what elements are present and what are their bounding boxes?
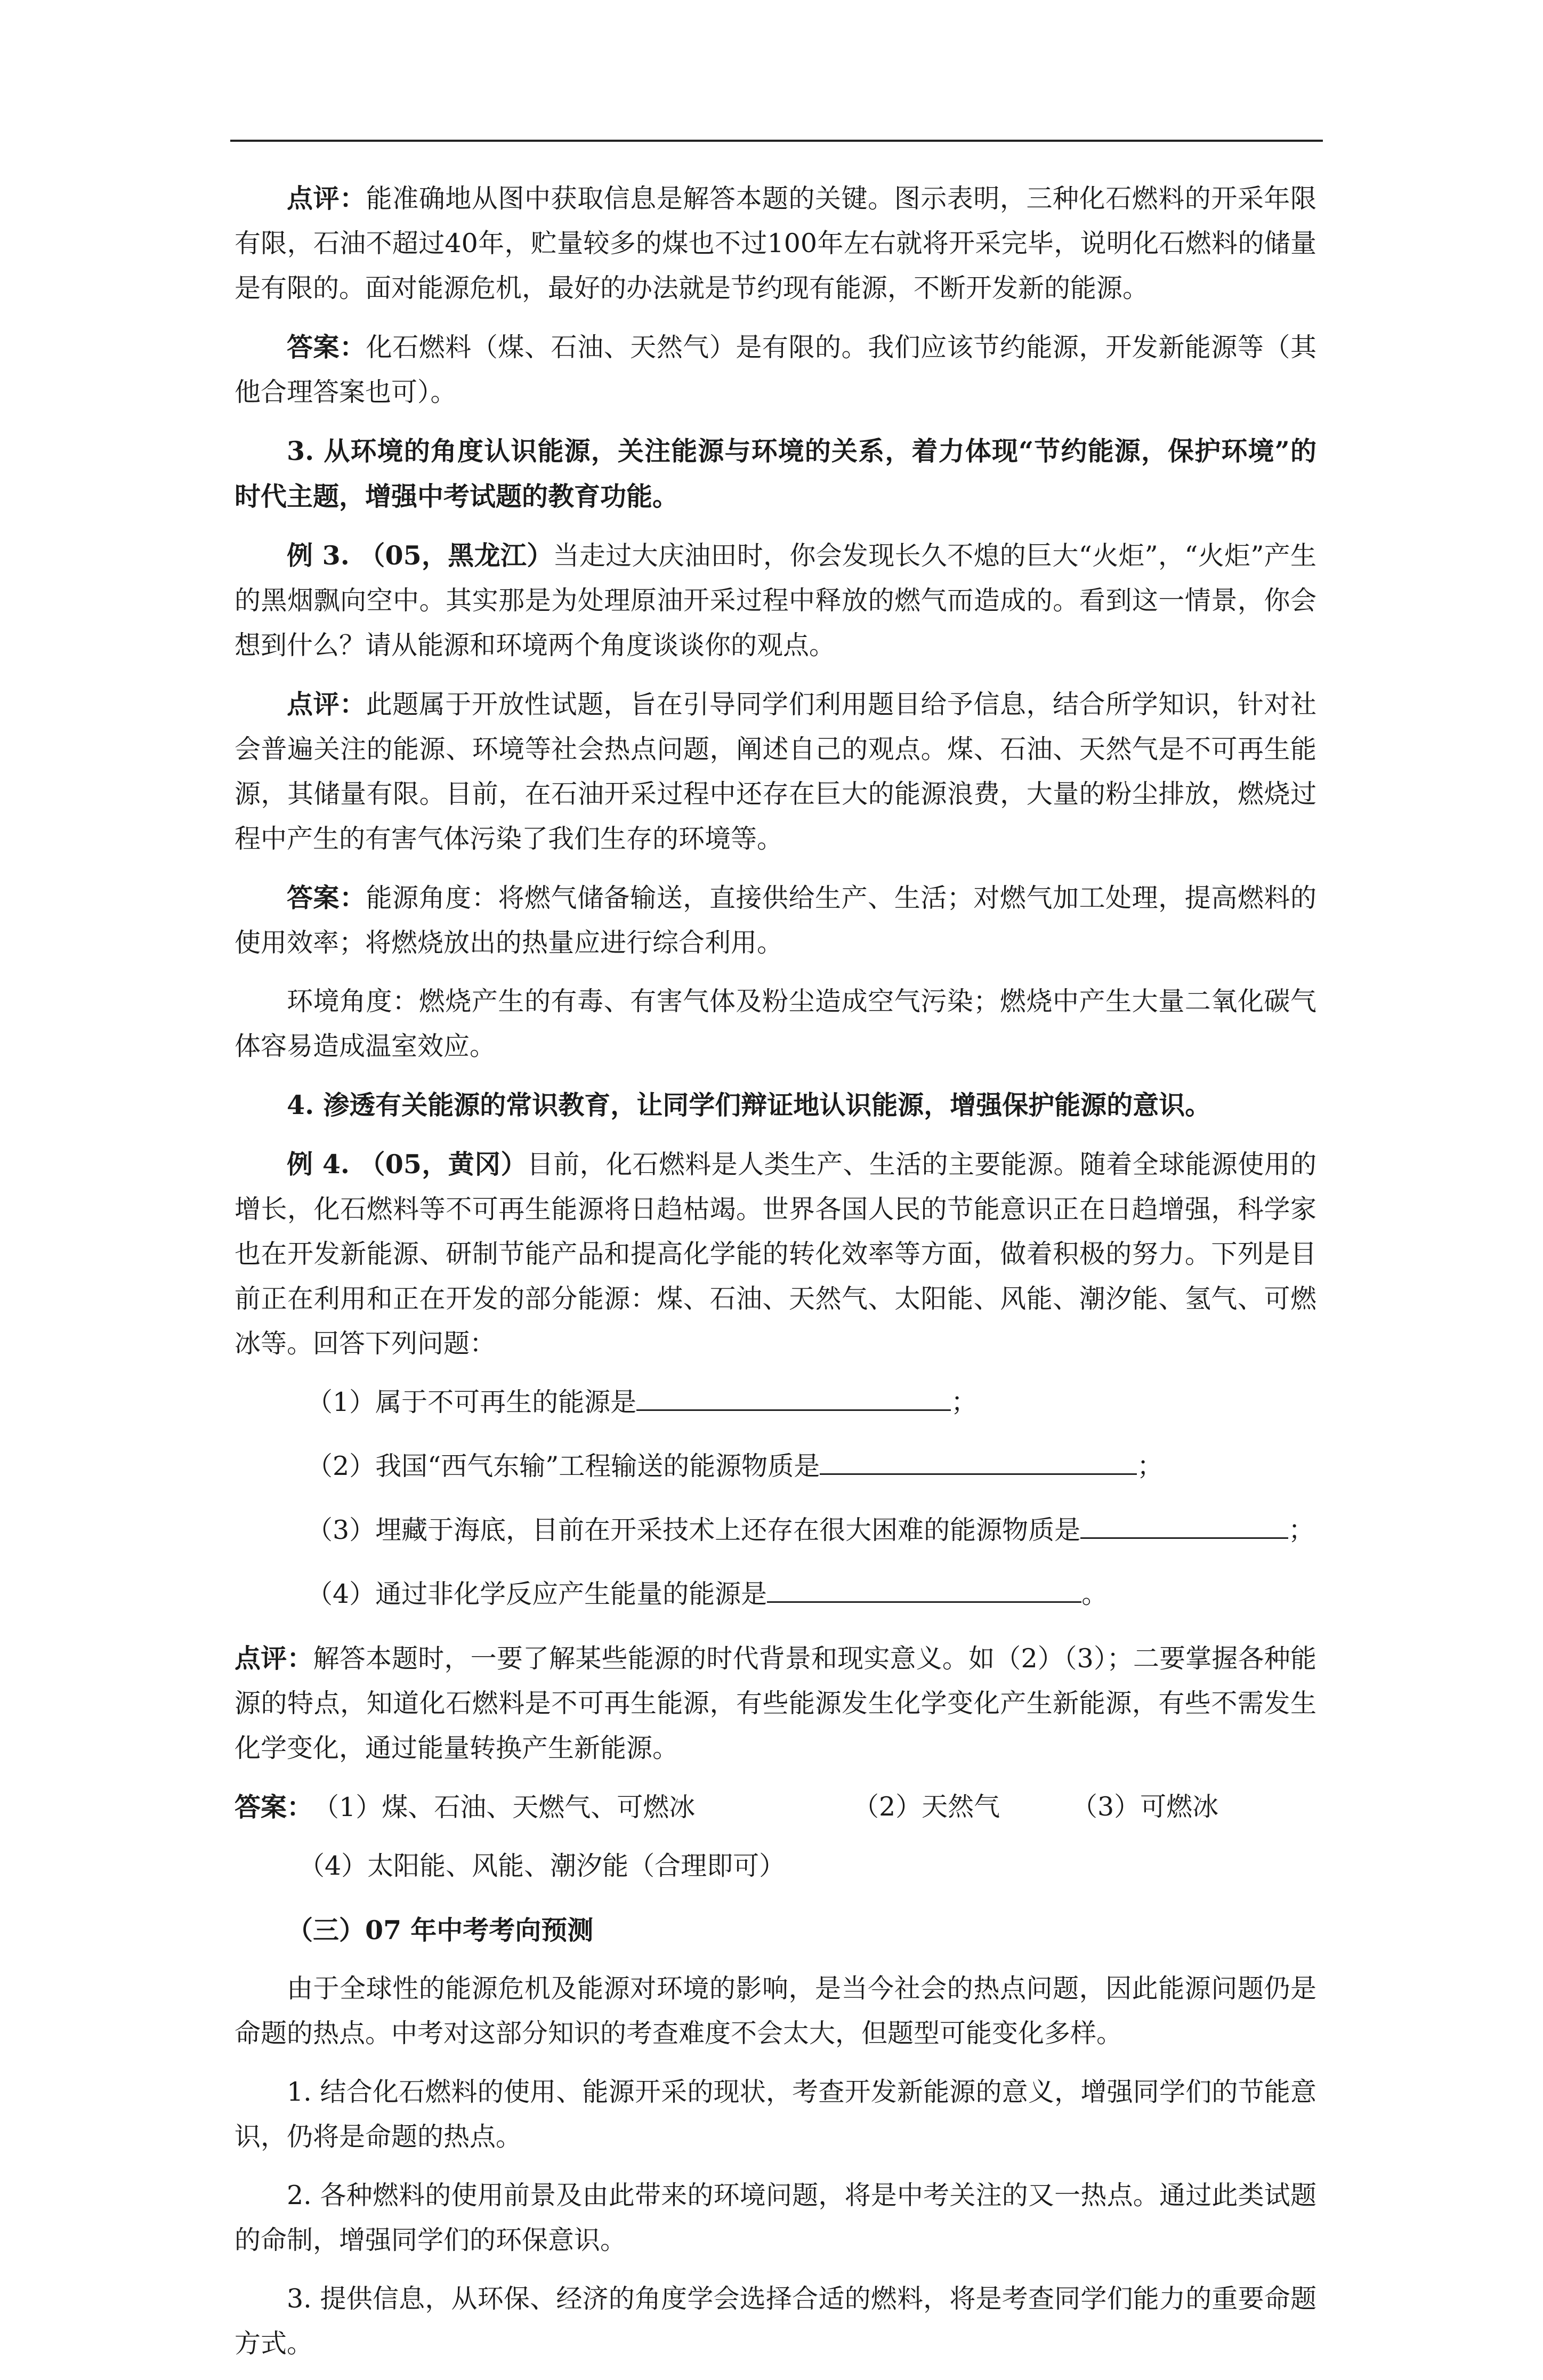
- comment-label: 点评：: [287, 183, 366, 214]
- answer-paragraph-2: [235, 875, 1316, 965]
- question-3: （3）埋藏于海底，目前在开采技术上还存在很大困难的能源物质是 ；: [235, 1508, 1316, 1553]
- question-1: （1）属于不可再生的能源是 ；: [235, 1380, 1316, 1425]
- question-2: （2）我国“西气东输”工程输送的能源物质是 ；: [235, 1444, 1316, 1489]
- answer-item-2: （2）天然气: [853, 1792, 1000, 1822]
- answer-text: 能源角度：将燃气储备输送，直接供给生产、生活；对燃气加工处理，提高燃料的使用效率；将燃烧放出的热量应进行综合利用。: [235, 883, 1316, 958]
- example-label: 例 3. （05，黑龙江）: [287, 540, 553, 571]
- answer-text: 化石燃料（煤、石油、天然气）是有限的。我们应该节约能源，开发新能源等（其他合理答案也可）。: [235, 332, 1316, 407]
- answer-blank-3[interactable]: [1080, 1510, 1288, 1539]
- forecast-heading: （三）07 年中考考向预测: [287, 1915, 594, 1946]
- section-heading-3: 3. 从环境的角度认识能源，关注能源与环境的关系，着力体现“节约能源，保护环境”的时代主题，增强中考试题的教育功能。: [235, 435, 1316, 512]
- answer-paragraph-1: [235, 325, 1316, 415]
- question-4: （4）通过非化学反应产生能量的能源是 。: [235, 1572, 1316, 1617]
- comment-text: 解答本题时，一要了解某些能源的时代背景和现实意义。如（2）（3）；二要掌握各种能源的特点，知道化石燃料是不可再生能源，有些能源发生化学变化产生新能源，有些不需发生化学变化，通过能量转换产生新能源。: [235, 1643, 1316, 1763]
- comment-text: 此题属于开放性试题，旨在引导同学们利用题目给予信息，结合所学知识，针对社会普遍关注的能源、环境等社会热点问题，阐述自己的观点。煤、石油、天然气是不可再生能源，其储量有限。目前，在石油开采过程中还存在巨大的能源浪费，大量的粉尘排放，燃烧过程中产生的有害气体污染了我们生存的环境等。: [235, 689, 1316, 854]
- answer-label: 答案：: [287, 332, 366, 362]
- forecast-intro: 由于全球性的能源危机及能源对环境的影响，是当今社会的热点问题，因此能源问题仍是命题的热点。中考对这部分知识的考查难度不会太大，但题型可能变化多样。: [235, 1973, 1316, 2048]
- answer-row-1: [235, 1785, 1316, 1830]
- comment-text: 能准确地从图中获取信息是解答本题的关键。图示表明，三种化石燃料的开采年限有限，石油不超过40年，贮量较多的煤也不过100年左右就将开采完毕，说明化石燃料的储量是有限的。面对能源危机，最好的办法就是节约现有能源，不断开发新的能源。: [235, 183, 1316, 303]
- environment-paragraph: 环境角度：燃烧产生的有毒、有害气体及粉尘造成空气污染；燃烧中产生大量二氧化碳气体容易造成温室效应。: [235, 986, 1316, 1061]
- comment-paragraph-1: [235, 176, 1316, 311]
- answer-item-4: （4）太阳能、风能、潮汐能（合理即可）: [298, 1851, 786, 1881]
- comment-label: 点评：: [235, 1643, 313, 1674]
- example-text: 目前，化石燃料是人类生产、生活的主要能源。随着全球能源使用的增长，化石燃料等不可再生能源将日趋枯竭。世界各国人民的节能意识正在日趋增强，科学家也在开发新能源、研制节能产品和提高化学能的转化效率等方面，做着积极的努力。下列是目前正在利用和正在开发的部分能源：煤、石油、天然气、太阳能、风能、潮汐能、氢气、可燃冰等。回答下列问题：: [235, 1149, 1316, 1359]
- answer-blank-1[interactable]: [636, 1382, 951, 1411]
- forecast-point-3: 3. 提供信息，从环保、经济的角度学会选择合适的燃料，将是考查同学们能力的重要命题方式。: [235, 2284, 1316, 2359]
- section-heading-4: 4. 渗透有关能源的常识教育，让同学们辩证地认识能源，增强保护能源的意识。: [287, 1090, 1211, 1120]
- comment-label: 点评：: [287, 689, 366, 720]
- answer-label: 答案：: [287, 882, 366, 913]
- example-3: [235, 533, 1316, 668]
- answer-blank-4[interactable]: [767, 1574, 1081, 1603]
- comment-paragraph-2: [235, 682, 1316, 861]
- header-rule: [230, 140, 1323, 142]
- example-4: [235, 1142, 1316, 1366]
- forecast-point-1: 1. 结合化石燃料的使用、能源开采的现状，考查开发新能源的意义，增强同学们的节能意识，仍将是命题的热点。: [235, 2077, 1316, 2152]
- comment-paragraph-3: [235, 1636, 1316, 1771]
- answer-label: 答案：: [235, 1792, 313, 1822]
- forecast-point-2: 2. 各种燃料的使用前景及由此带来的环境问题，将是中考关注的又一热点。通过此类试题的命制，增强同学们的环保意识。: [235, 2180, 1316, 2255]
- example-label: 例 4. （05，黄冈）: [287, 1149, 527, 1180]
- answer-item-3: （3）可燃冰: [1071, 1792, 1219, 1822]
- answer-blank-2[interactable]: [820, 1446, 1137, 1475]
- document-body: [235, 176, 1316, 2380]
- example-text: 当走过大庆油田时，你会发现长久不熄的巨大“火炬”，“火炬”产生的黑烟飘向空中。其实那是为处理原油开采过程中释放的燃气而造成的。看到这一情景，你会想到什么？请从能源和环境两个角度谈谈你的观点。: [235, 540, 1316, 660]
- answer-item-1: （1）煤、石油、天燃气、可燃冰: [313, 1792, 696, 1822]
